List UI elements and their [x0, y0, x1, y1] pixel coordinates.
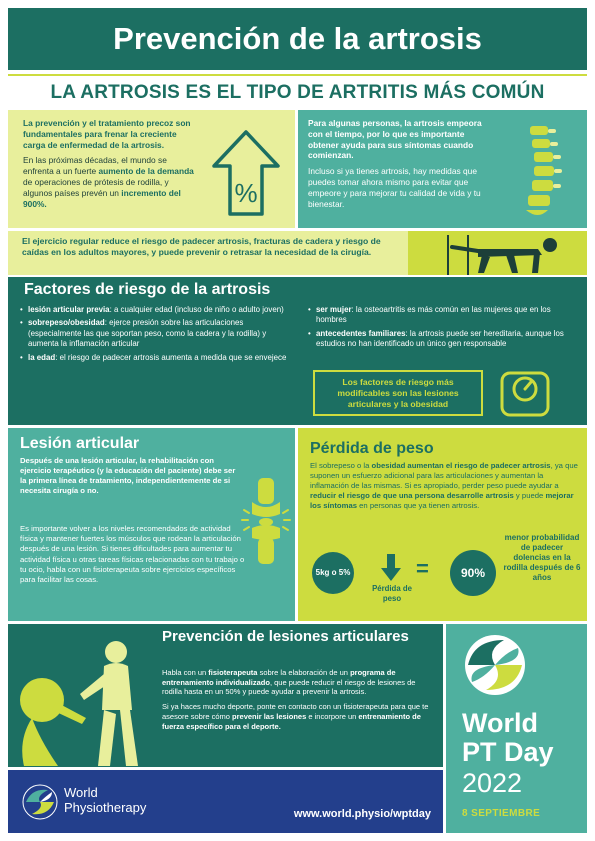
intro-left-lead: La prevención y el tratamiento precoz son fundamentales para frenar la creciente carga de enfermedad de la artrosis.	[23, 118, 191, 150]
percent-circle: 90%	[450, 550, 496, 596]
pt-day-date: 8 SEPTIEMBRE	[462, 808, 541, 819]
world-pt-day-panel	[446, 624, 587, 833]
weight-title: Pérdida de peso	[310, 440, 434, 457]
intro-right-panel	[298, 110, 587, 228]
list-item: • sobrepeso/obesidad: ejerce presión sobre las articulaciones (especialmente las que soportan peso, como la cadera y la rodilla) y aumenta la inflamación articular	[20, 318, 298, 349]
percent-up-arrow-icon	[208, 128, 284, 218]
list-item: • la edad: el riesgo de padecer artrosis aumenta a medida que se envejece	[20, 353, 298, 363]
equals-sign: =	[416, 556, 429, 581]
prevention-body: Habla con un fisioterapeuta sobre la elaboración de un programa de entrenamiento individualizado, que puede reducir el riesgo de lesiones de rodilla hasta en un 50% y puede ayudar a prevenir la artrosis. Si ya haces mucho deporte, ponte en contacto con un fisioterapeuta para que te asesore sobre cómo prevenir las lesiones e incorpore un entrenamiento de fuerza específico para el deporte.	[162, 668, 429, 731]
risk-title: Factores de riesgo de la artrosis	[24, 281, 271, 298]
injury-body: Es importante volver a los niveles recomendados de actividad física y mantener fuertes los músculos que rodean la articulación después de una lesión. Si tienes dificultades para aumentar tu actividad física u otras tareas físicas relacionadas con tu trabajo o tu ocio, habla con un fisioterapeuta sobre ejercicios específicos para facilitar las cosas.	[20, 524, 245, 585]
svg-text:%: %	[234, 178, 258, 208]
risk-callout: Los factores de riesgo más modificables son las lesiones articulares y la obesidad	[313, 370, 483, 416]
list-item: • antecedentes familiares: la artrosis puede ser hereditaria, aunque los estudios no han identificado un único gen responsable	[308, 329, 580, 350]
person-exercising-icon	[408, 231, 587, 275]
risk-factors-panel	[8, 277, 587, 425]
world-pt-day-logo	[464, 634, 526, 696]
injury-lead: Después de una lesión articular, la rehabilitación con ejercicio terapéutico (y la educación del paciente) debe ser la primera línea de tratamiento, independientemente de si necesita cirugía o no.	[20, 456, 236, 495]
prevention-title: Prevención de lesiones articulares	[162, 628, 409, 645]
pt-day-year: 2022	[462, 768, 523, 798]
exercise-band	[8, 231, 587, 275]
organization-name: World Physiotherapy	[64, 785, 147, 815]
joint-injury-panel	[8, 428, 295, 621]
page-title: Prevención de la artrosis	[8, 8, 587, 70]
exercise-illustration	[408, 231, 587, 275]
intro-right-lead: Para algunas personas, la artrosis empeora con el tiempo, por lo que es importante obtener ayuda para sus síntomas cuando comienzan.	[308, 118, 482, 161]
intro-right-body: Incluso si ya tienes artrosis, hay medidas que puedes tomar ahora mismo para evitar que empeore y para mejorar tu calidad de vida y tu bienestar.	[308, 166, 481, 209]
knee-joint-icon	[240, 478, 292, 564]
spine-icon	[518, 122, 566, 222]
down-arrow-icon	[380, 554, 402, 582]
world-physiotherapy-logo	[22, 784, 58, 820]
risk-list-right	[308, 305, 580, 353]
weight-loss-panel	[298, 428, 587, 621]
list-item: • ser mujer: la osteoartritis es más común en las mujeres que en los hombres	[308, 305, 580, 326]
website-link[interactable]: www.world.physio/wptday	[293, 808, 431, 820]
intro-left-panel	[8, 110, 295, 228]
weight-body: El sobrepeso o la obesidad aumentan el riesgo de padecer artrosis, ya que suponen un esfuerzo adicional para las articulaciones y aumentan la inflamación de las mismas. Si es apropiado, perder peso puede ayudar a reducir el riesgo de que una persona desarrolle artrosis y puede mejorar los síntomas en personas que ya tienen artrosis.	[310, 461, 578, 510]
list-item: • lesión articular previa: a cualquier edad (incluso de niño o adulto joven)	[20, 305, 298, 315]
weight-result: menor probabilidad de padecer dolencias en la rodilla después de 6 años	[503, 533, 581, 582]
pt-day-line1: World	[462, 708, 538, 738]
prevention-panel	[8, 624, 443, 767]
footer	[8, 770, 443, 833]
headline: LA ARTROSIS ES EL TIPO DE ARTRITIS MÁS COMÚN	[8, 74, 587, 108]
exercise-text: El ejercicio regular reduce el riesgo de padecer artrosis, fracturas de cadera y riesgo de caídas en los adultos mayores, y puede prevenir o retrasar la necesidad de la cirugía.	[22, 236, 381, 257]
weight-loss-label: Pérdida de peso	[372, 584, 412, 603]
risk-list-left	[20, 305, 298, 366]
weight-loss-circle: 5kg o 5%	[312, 552, 354, 594]
pt-day-line2: PT Day	[462, 737, 554, 767]
intro-left-body: En las próximas décadas, el mundo se enfrenta a un fuerte aumento de la demanda de operaciones de prótesis de rodilla, y algunos países prevén un incremento del 900%.	[23, 155, 194, 209]
physiotherapist-illustration	[18, 630, 146, 766]
injury-title: Lesión articular	[20, 435, 140, 452]
scale-icon	[498, 365, 552, 419]
